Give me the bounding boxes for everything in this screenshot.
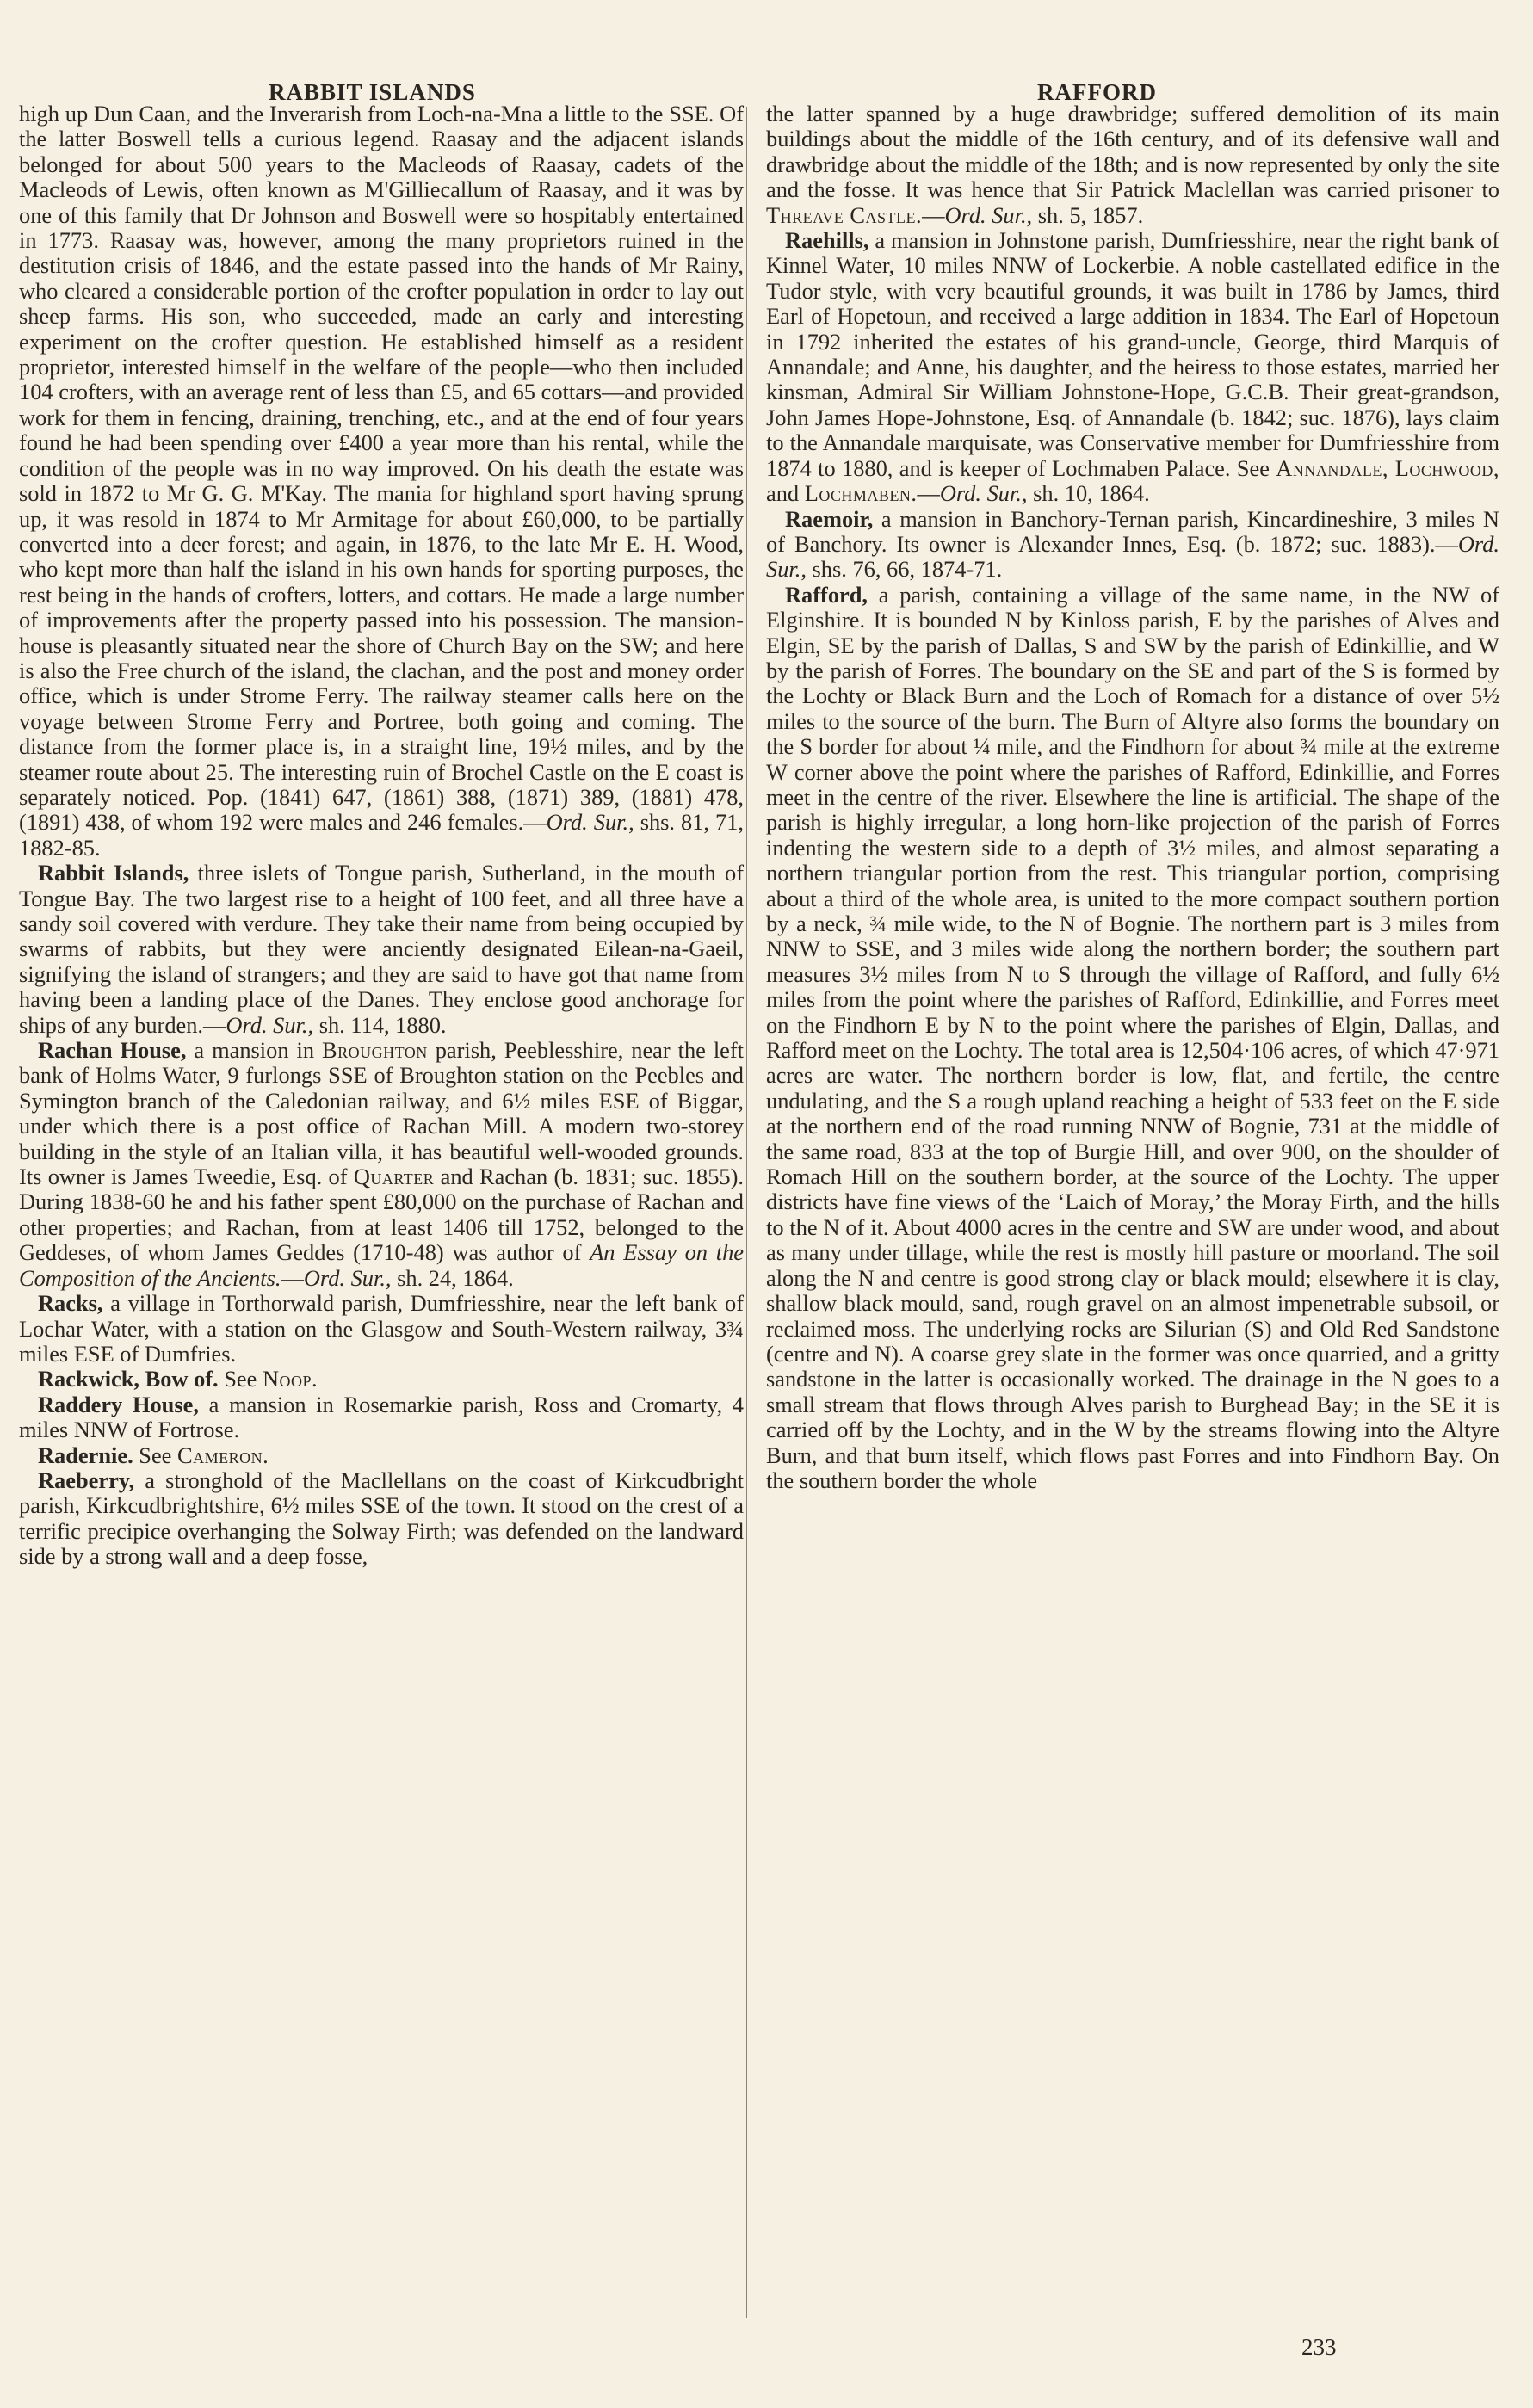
- entry-raeberry-continued: [766, 102, 1499, 228]
- headword-rackwick: Rackwick, Bow of.: [38, 1366, 219, 1392]
- headword-rabbit-islands: Rabbit Islands,: [38, 860, 189, 886]
- raemoir-ref: Ord. Sur.,: [766, 530, 1499, 583]
- right-column: [766, 102, 1499, 1493]
- headword-raddery-house: Raddery House,: [38, 1391, 199, 1417]
- raeberry-text: a stronghold of the Macllellans on the coast of Kirkcudbright parish, Kirkcudbrightshire, 6½ miles SSE of the town. It stood on the crest of a terrific precipice overhanging the Solway Firth; was defended on the landward side by a strong wall and a deep fosse,: [19, 1466, 744, 1570]
- entry-racks: [19, 1291, 744, 1367]
- raasay-text: high up Dun Caan, and the Inverarish from Loch-na-Mna a little to the SSE. Of the latter Boswell tells a curious legend. Raasay and the adjacent islands belonged for about 500 years to the Macleods of Raasay, cadets of the Macleods of Lewis, often known as M'Gilliecallum of Raasay, and it was by one of this family that Dr Johnson and Boswell were so hospitably entertained in 1773. Raasay was, however, among the many proprietors ruined in the destitution crisis of 1846, and the estate passed into the hands of Mr Rainy, who cleared a considerable portion of the crofter population in order to lay out sheep farms. His son, who succeeded, made an early and interesting experiment on the crofter question. He established himself as a resident proprietor, interested himself in the welfare of the people—who then included 104 crofters, with an average rent of less than £5, and 65 cottars—and provided work for them in fencing, draining, trenching, etc., and at the end of four years found he had been spending over £400 a year more than his rental, while the condition of the people was in no way improved. On his death the estate was sold in 1872 to Mr G. G. M'Kay. The mania for highland sport having sprung up, it was resold in 1874 to Mr Armitage for about £60,000, to be partially converted into a deer forest; and again, in 1876, to the late Mr E. H. Wood, who kept more than half the island in his own hands for sporting purposes, the rest being in the hands of crofters, lotters, and cottars. He made a large number of improvements after the property passed into his possession. The mansion-house is pleasantly situated near the shore of Church Bay on the SW; and here is also the Free church of the island, the clachan, and the post and money order office, which is under Strome Ferry. The railway steamer calls here on the voyage between Strome Ferry and Portree, both going and coming. The distance from the former place is, in a straight line, 19½ miles, and by the steamer route about 25. The interesting ruin of Brochel Castle on the E coast is separately noticed. Pop. (1841) 647, (1861) 388, (1871) 389, (1881) 478, (1891) 438, of whom 192 were males and 246 females.—: [19, 101, 744, 836]
- racks-text: a village in Torthorwald parish, Dumfriesshire, near the left bank of Lochar Water, with a station on the Glasgow and South-Western railway, 3¾ miles ESE of Dumfries.: [19, 1290, 744, 1367]
- entry-radernie: [19, 1443, 744, 1468]
- xref-broughton: Broughton: [321, 1037, 428, 1064]
- headword-rafford: Rafford,: [785, 581, 868, 608]
- raemoir-text: a mansion in Banchory-Ternan parish, Kincardineshire, 3 miles N of Banchory. Its owner is Alexander Innes, Esq. (b. 1872; suc. 1883).—: [766, 505, 1499, 557]
- rabbit-ref: Ord. Sur.,: [226, 1011, 314, 1038]
- headword-raehills: Raehills,: [785, 227, 869, 254]
- headword-rachan-house: Rachan House,: [38, 1037, 187, 1064]
- headword-raemoir: Raemoir,: [785, 505, 874, 532]
- rachan-text-b: parish, Peeblesshire, near the left bank of Holms Water, 9 furlongs SSE of Broughton station on the Peebles and Symington branch of the Caledonian railway, and 6½ miles ESE of Biggar, under which there is a post office of Rachan Mill. A modern two-storey building in the style of an Italian villa, it has beautiful well-wooded grounds. Its owner is James Tweedie, Esq. of: [19, 1037, 744, 1190]
- radernie-see: See: [133, 1442, 177, 1468]
- rachan-text-c: and Rachan (b. 1831; suc. 1855). During 1838-60 he and his father spent £80,000 on the purchase of Rachan and other properties; and Rachan, from at least 1406 till 1752, belonged to the Geddeses, of whom James Geddes (1710-48) was author of: [19, 1164, 744, 1266]
- entry-raasay-continued: [19, 102, 744, 861]
- left-column: [19, 102, 744, 1570]
- page-number: 233: [1301, 2334, 1337, 2360]
- xref-threave-castle: Threave Castle.: [766, 201, 923, 228]
- xref-annandale-lochwood: Annandale, Lochwood,: [1276, 454, 1499, 481]
- entry-raddery-house: [19, 1392, 744, 1443]
- raemoir-ref-end: shs. 76, 66, 1874-71.: [806, 556, 1003, 583]
- running-head-right: RAFFORD: [1037, 79, 1157, 105]
- rabbit-ref-end: sh. 114, 1880.: [313, 1011, 447, 1038]
- entry-rackwick: [19, 1367, 744, 1392]
- raasay-ref: Ord. Sur.,: [546, 809, 634, 836]
- headword-raeberry: Raeberry,: [38, 1466, 135, 1493]
- raehills-ref: Ord. Sur.,: [939, 480, 1028, 507]
- rafford-text: a parish, containing a village of the same name, in the NW of Elginshire. It is bounded N by Kinloss parish, E by the parishes of Alves and Elgin, SE by the parish of Dallas, S and SW by the parish of Edinkillie, and W by the parish of Forres. The boundary on the SE and part of the S is formed by the Lochty or Black Burn and the Loch of Romach for a distance of over 5½ miles to the source of the burn. The Burn of Altyre also forms the boundary on the S border for about ¼ mile, and the Findhorn for about ¾ mile at the extreme W corner above the point where the parishes of Rafford, Edinkillie, and Forres meet in the centre of the river. Elsewhere the line is artificial. The shape of the parish is highly irregular, a long horn-like projection of the parish of Forres indenting the western side to a depth of 3½ miles, and almost separating a northern triangular portion from the rest. This triangular portion, comprising about a third of the whole area, is united to the more compact southern portion by a neck, ¾ mile wide, to the N of Bognie. The northern part is 3 miles from NNW to SSE, and 3 miles wide along the northern border; the southern part measures 3½ miles from N to S through the village of Rafford, and fully 6½ miles from the point where the parishes of Rafford, Edinkillie, and Forres meet on the Findhorn E by N to the point where the parishes of Elgin, Dallas, and Rafford meet on the Lochty. The total area is 12,504·106 acres, of which 47·971 acres are water. The northern border is low, flat, and fertile, the centre undulating, and the S a rough upland reaching a height of 533 feet on the E side at the northern end of the road running NNW of Bognie, 731 at the middle of the same road, 833 at the top of Burgie Hill, and over 900, on the shoulder of Romach Hill on the southern border, at the source of the Lochty. The upper districts have fine views of the ‘Laich of Moray,’ the Moray Firth, and the hills to the N of it. About 4000 acres in the centre and SW are under wood, and about as many under tillage, while the rest is mostly hill pasture or moorland. The soil along the N and centre is good strong clay or black mould; elsewhere it is clay, shallow black mould, sand, rough gravel on an almost impenetrable subsoil, or reclaimed moss. The underlying rocks are Silurian (S) and Old Red Sandstone (centre and N). A coarse grey slate in the former was once quarried, and a gritty sandstone in the latter is occasionally worked. The drainage in the N goes to a small stream that flows through Alves parish to Burghead Bay; in the SE it is carried off by the Lochty, and in the W by the streams flowing into the Altyre Burn, and that burn itself, which flows past Forres and into Findhorn Bay. On the southern border the whole: [766, 581, 1499, 1493]
- xref-cameron: Cameron.: [177, 1442, 269, 1468]
- rabbit-text: three islets of Tongue parish, Sutherland, in the mouth of Tongue Bay. The two largest rise to a height of 100 feet, and all three have a sandy soil covered with verdure. They take their name from being occupied by swarms of rabbits, but they were anciently designated Eilean-na-Gaeil, signifying the island of strangers; and they are said to have got that name from having been a landing place of the Danes. They enclose good anchorage for ships of any burden.—: [19, 860, 744, 1038]
- raeberry-ref: Ord. Sur.,: [944, 201, 1033, 228]
- headword-radernie: Radernie.: [38, 1442, 133, 1468]
- rackwick-see: See: [218, 1366, 263, 1392]
- rachan-dash: —: [281, 1264, 304, 1291]
- entry-rachan-house: [19, 1038, 744, 1291]
- raehills-dash: —: [917, 480, 940, 507]
- entry-rafford: [766, 583, 1499, 1494]
- rachan-book-title: An Essay on the Composition of the Ancients.: [19, 1239, 744, 1291]
- entry-raemoir: [766, 507, 1499, 583]
- xref-quarter: Quarter: [353, 1164, 435, 1190]
- xref-lochmaben: Lochmaben.: [804, 480, 918, 507]
- rachan-text-a: a mansion in: [186, 1037, 322, 1064]
- rachan-ref-end: sh. 24, 1864.: [391, 1264, 514, 1291]
- headword-racks: Racks,: [38, 1290, 103, 1317]
- raeberry-ref-end: sh. 5, 1857.: [1032, 201, 1144, 228]
- entry-rabbit-islands: [19, 861, 744, 1038]
- raddery-text: a mansion in Rosemarkie parish, Ross and Cromarty, 4 miles NNW of Fortrose.: [19, 1391, 745, 1443]
- raehills-ref-end: sh. 10, 1864.: [1027, 480, 1150, 507]
- raehills-text: a mansion in Johnstone parish, Dumfriesshire, near the right bank of Kinnel Water, 10 miles NNW of Lockerbie. A noble castellated edifice in the Tudor style, with very beautiful grounds, it was built in 1786 by James, third Earl of Hopetoun, and received a large addition in 1834. The Earl of Hopetoun in 1792 inherited the estates of his grand-uncle, George, third Marquis of Annandale; and Anne, his daughter, and the heiress to those estates, married her kinsman, Admiral Sir William Johnstone-Hope, G.C.B. Their great-grandson, John James Hope-Johnstone, Esq. of Annandale (b. 1842; suc. 1876), lays claim to the Annandale marquisate, was Conservative member for Dumfriesshire from 1874 to 1880, and is keeper of Lochmaben Palace. See: [766, 227, 1499, 481]
- entry-raehills: [766, 228, 1499, 506]
- raeberry-dash: —: [922, 201, 945, 228]
- raasay-ref-end: shs. 81, 71, 1882-85.: [19, 809, 744, 861]
- entry-raeberry: [19, 1468, 744, 1570]
- column-divider: [746, 107, 747, 2318]
- xref-noop: Noop.: [262, 1366, 318, 1392]
- running-head-left: RABBIT ISLANDS: [269, 79, 476, 105]
- raeberry-cont-text: the latter spanned by a huge drawbridge; suffered demolition of its main buildings about the middle of the 16th century, and of its defensive wall and drawbridge about the middle of the 18th; and is now represented by only the site and the fosse. It was hence that Sir Patrick Maclellan was carried prisoner to: [766, 101, 1499, 203]
- raehills-and: and: [766, 480, 805, 507]
- rachan-ref: Ord. Sur.,: [303, 1264, 392, 1291]
